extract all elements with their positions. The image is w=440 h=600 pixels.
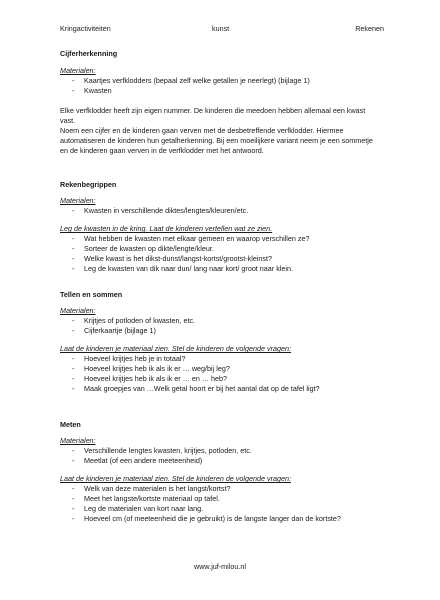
- list-item: - Welke kwast is het dikst-dunst/langst-kortst/grootst-kleinst?: [72, 254, 273, 263]
- document-page: [60, 24, 382, 524]
- instruction: Laat de kinderen je materiaal zien. Stel de kinderen de volgende vragen:: [60, 344, 291, 353]
- instruction: Leg de kwasten in de kring. Laat de kinderen vertellen wat ze zien.: [60, 224, 273, 233]
- footer-url: www.juf-milou.nl: [194, 562, 246, 571]
- list-item: - Maak groepjes van …Welk getal hoort er bij het aantal dat op de tafel ligt?: [72, 384, 320, 393]
- header-right: Rekenen: [355, 24, 384, 33]
- paragraph-line: en de kinderen gaan verven in de verfklodder met het antwoord.: [60, 146, 264, 155]
- paragraph-line: automatiseren de kinderen hun getalherkenning. Bij een moeilijkere variant neem je een sommetje: [60, 136, 373, 145]
- page-header: [60, 24, 382, 36]
- list-item: - Hoeveel krijtjes heb ik als ik er … en … heb?: [72, 374, 228, 383]
- header-left: Kringactiviteiten: [60, 24, 111, 33]
- list-item: - Kwasten in verschillende diktes/lengtes/kleuren/etc.: [72, 206, 249, 215]
- materials-label: Materialen:: [60, 306, 96, 315]
- materials-label: Materialen:: [60, 196, 96, 205]
- paragraph-line: Elke verfklodder heeft zijn eigen nummer. De kinderen die meedoen hebben allemaal een kwast vast.: [60, 106, 366, 125]
- list-item: - Wat hebben de kwasten met elkaar gemeen en waarop verschillen ze?: [72, 234, 310, 243]
- section-title: Rekenbegrippen: [60, 180, 117, 189]
- list-item: - Verschillende lengtes kwasten, krijtjes, potloden, etc.: [72, 446, 252, 455]
- list-item: - Hoeveel krijtjes heb je in totaal?: [72, 354, 186, 363]
- materials-label: Materialen:: [60, 436, 96, 445]
- list-item: - Leg de kwasten van dik naar dun/ lang naar kort/ groot naar klein.: [72, 264, 293, 273]
- list-item: - Hoeveel krijtjes heb ik als ik er … weg/bij leg?: [72, 364, 230, 373]
- section-title: Cijferherkenning: [60, 49, 118, 58]
- list-item: - Welk van deze materialen is het langst/kortst?: [72, 484, 231, 493]
- materials-label: Materialen:: [60, 66, 96, 75]
- section-title: Tellen en sommen: [60, 290, 123, 299]
- header-center: kunst: [212, 24, 230, 33]
- instruction: Laat de kinderen je materiaal zien. Stel de kinderen de volgende vragen:: [60, 474, 291, 483]
- list-item: - Kaartjes verfklodders (bepaal zelf welke getallen je neerlegt) (bijlage 1): [72, 76, 310, 85]
- list-item: - Sorteer de kwasten op dikte/lengte/kleur.: [72, 244, 214, 253]
- list-item: - Meetlat (of een andere meeteenheid): [72, 456, 203, 465]
- list-item: - Krijtjes of potloden of kwasten, etc.: [72, 316, 196, 325]
- list-item: - Kwasten: [72, 86, 112, 95]
- list-item: - Leg de materialen van kort naar lang.: [72, 504, 204, 513]
- paragraph-line: Noem een cijfer en de kinderen gaan verven met de desbetreffende verfklodder. Hiermee: [60, 126, 344, 135]
- section-title: Meten: [60, 420, 81, 429]
- list-item: - Meet het langste/kortste materiaal op tafel.: [72, 494, 220, 503]
- list-item: - Hoeveel cm (of meeteenheid die je gebruikt) is de langste langer dan de kortste?: [72, 514, 341, 523]
- list-item: - Cijferkaartje (bijlage 1): [72, 326, 156, 335]
